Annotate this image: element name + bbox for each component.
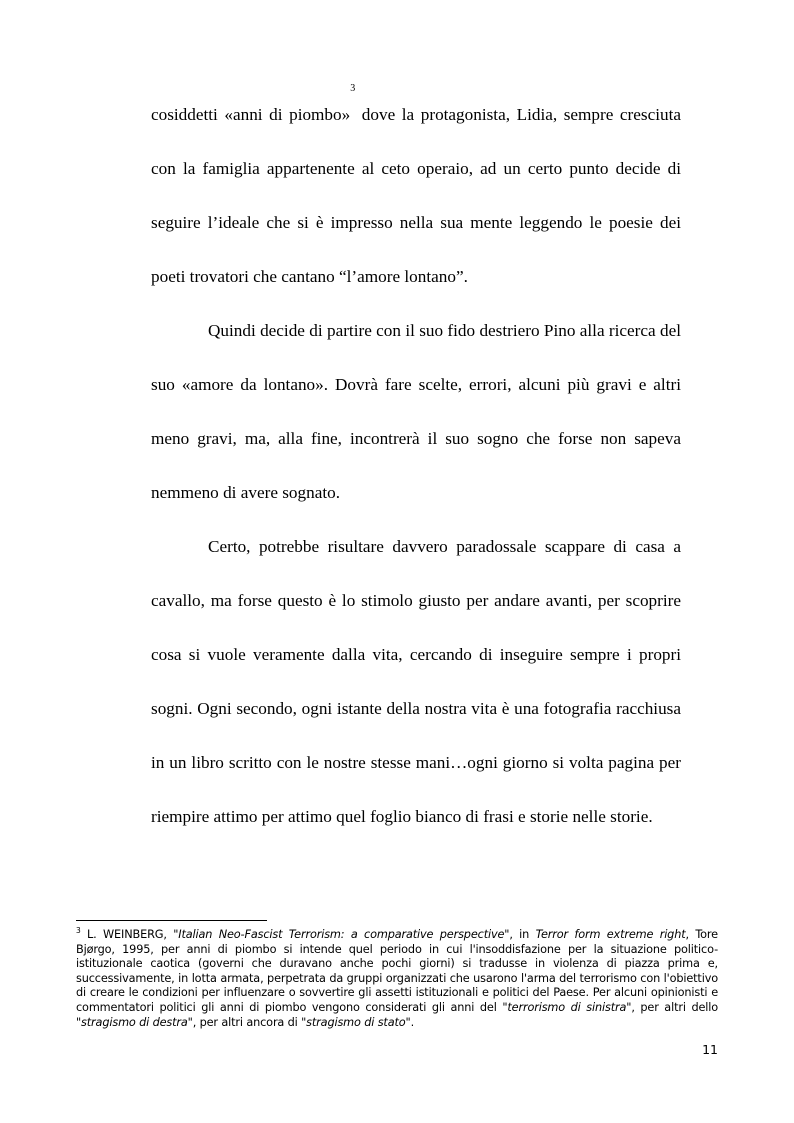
footnote-text: L. WEINBERG, " (80, 928, 179, 941)
footnote-text: , Tore Bjørgo, 1995, per anni di piombo si intende quel periodo in cui l'insoddisfazione per la situazione politico-istituzionale caotica (governi che duravano anche pochi giorni) si tradusse in violenza di piazza prima e, successivamente, in lotta armata, perpetrata da gruppi organizzati che usarono l'arma del terrorismo con l'obiettivo di creare le condizioni per influenzare o sovvertire gli assetti istituzionali e politici del Paese. Per alcuni opinionisti e commentatori politici gli anni di piombo vengono considerati gli anni del (76, 928, 718, 1014)
footnote-mark: 3 (76, 926, 81, 935)
paragraph-3: Certo, potrebbe risultare davvero paradossale scappare di casa a cavallo, ma forse questo è lo stimolo giusto per andare avanti, per scoprire cosa si vuole veramente dalla vita, cercando di inseguire sempre i propri sogni. Ogni secondo, ogni istante della nostra vita è una fotografia racchiusa in un libro scritto con le nostre stesse mani…ogni giorno si volta pagina per riempire attimo per attimo quel foglio bianco di frasi e storie nelle storie. (151, 537, 681, 826)
paragraph-1 (151, 83, 681, 304)
body-text (151, 83, 681, 844)
footnote-text: ", in (504, 928, 536, 941)
page-number: 11 (702, 1042, 718, 1057)
footnote-reference[interactable]: 3 (350, 83, 356, 94)
footnote-text: . (410, 1015, 415, 1029)
footnote-term-right: "stragismo di destra" (76, 1015, 193, 1029)
footnote-article-title: Italian Neo-Fascist Terrorism: a comparative perspective (178, 928, 505, 941)
footnote-term-left: "terrorismo di sinistra" (502, 1000, 632, 1014)
footnote (76, 928, 718, 1030)
footnote-book-title: Terror form extreme right (535, 928, 686, 941)
paragraph-2: Quindi decide di partire con il suo fido destriero Pino alla ricerca del suo «amore da lontano». Dovrà fare scelte, errori, alcuni più gravi e altri meno gravi, ma, alla fine, incontrerà il suo sogno che forse non sapeva nemmeno di avere sognato. (151, 321, 681, 502)
paragraph-1-rest: dove la protagonista, Lidia, sempre cresciuta con la famiglia appartenente al ceto operaio, ad un certo punto decide di seguire l’ideale che si è impresso nella sua mente leggendo le poesie dei poeti trovatori che cantano “l’amore lontano”. (151, 105, 681, 286)
footnote-text: , per altri ancora di (192, 1015, 302, 1029)
footnote-separator (76, 920, 267, 921)
footnote-term-state: "stragismo di stato" (301, 1015, 411, 1029)
footnote-text: , per altri dello (631, 1000, 719, 1014)
paragraph-1-start: cosiddetti «anni di piombo» (151, 105, 351, 124)
